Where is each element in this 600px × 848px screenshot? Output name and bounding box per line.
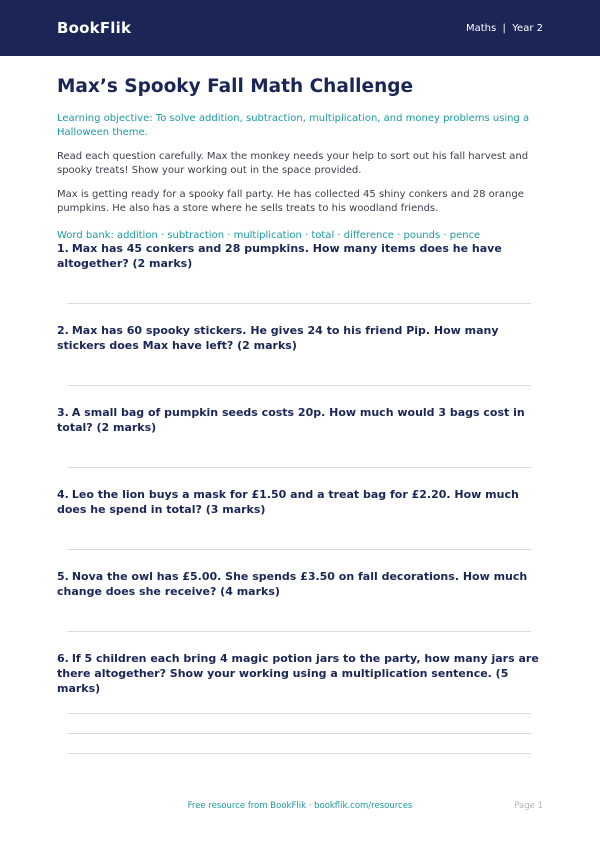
answer-line[interactable] [67,753,531,754]
year-label: Year 2 [512,22,543,34]
learning-objective: Learning objective: To solve addition, subtraction, multiplication, and money problems using a Halloween theme. [57,113,530,138]
page-number: Page 1 [514,801,543,811]
question-number: 1. [57,242,69,255]
question-2 [57,323,543,353]
answer-line[interactable] [67,549,531,550]
answer-line[interactable] [67,303,531,304]
subject-name: Maths [465,22,497,34]
question-number: 4. [57,488,69,501]
question-number: 3. [57,406,69,419]
question-text: Nova the owl has £5.00. She spends £3.50 on fall decorations. How much change does she receive? (4 marks) [57,570,528,598]
question-text: If 5 children each bring 4 magic potion jars to the party, how many jars are there altogether? Show your working using a multiplication sentence. (5 marks) [57,652,539,695]
question-5 [57,569,543,599]
answer-line[interactable] [67,631,531,632]
answer-line[interactable] [67,467,531,468]
question-6 [57,651,543,696]
answer-line[interactable] [67,713,531,714]
question-number: 5. [57,570,69,583]
question-text: Leo the lion buys a mask for £1.50 and a treat bag for £2.20. How much does he spend in total? (3 marks) [57,488,519,516]
question-number: 2. [57,324,69,337]
answer-line[interactable] [67,733,531,734]
question-3 [57,405,543,435]
page-title: Max’s Spooky Fall Math Challenge [57,76,414,97]
header-bar [0,0,600,56]
answer-line[interactable] [67,385,531,386]
story-paragraph: Max is getting ready for a spooky fall party. He has collected 45 shiny conkers and 28 orange pumpkins. He also has a store where he sells treats to his woodland friends. [57,189,524,214]
instructions-paragraph: Read each question carefully. Max the monkey needs your help to sort out his fall harvest and spooky treats! Show your working out in the space provided. [57,151,529,176]
subject-label [466,23,543,34]
question-number: 6. [57,652,69,665]
footer-credit[interactable]: Free resource from BookFlik · bookflik.com/resources [187,801,413,811]
brand-logo: BookFlik [57,19,132,37]
worksheet-intro [0,68,600,243]
question-text: Max has 45 conkers and 28 pumpkins. How many items does he have altogether? (2 marks) [57,242,502,270]
word-bank: Word bank: addition · subtraction · multiplication · total · difference · pounds · pence [57,230,481,241]
header-separator: | [502,22,506,34]
question-1 [57,241,543,271]
question-text: Max has 60 spooky stickers. He gives 24 to his friend Pip. How many stickers does Max have left? (2 marks) [57,324,499,352]
question-4 [57,487,543,517]
question-text: A small bag of pumpkin seeds costs 20p. How much would 3 bags cost in total? (2 marks) [57,406,525,434]
